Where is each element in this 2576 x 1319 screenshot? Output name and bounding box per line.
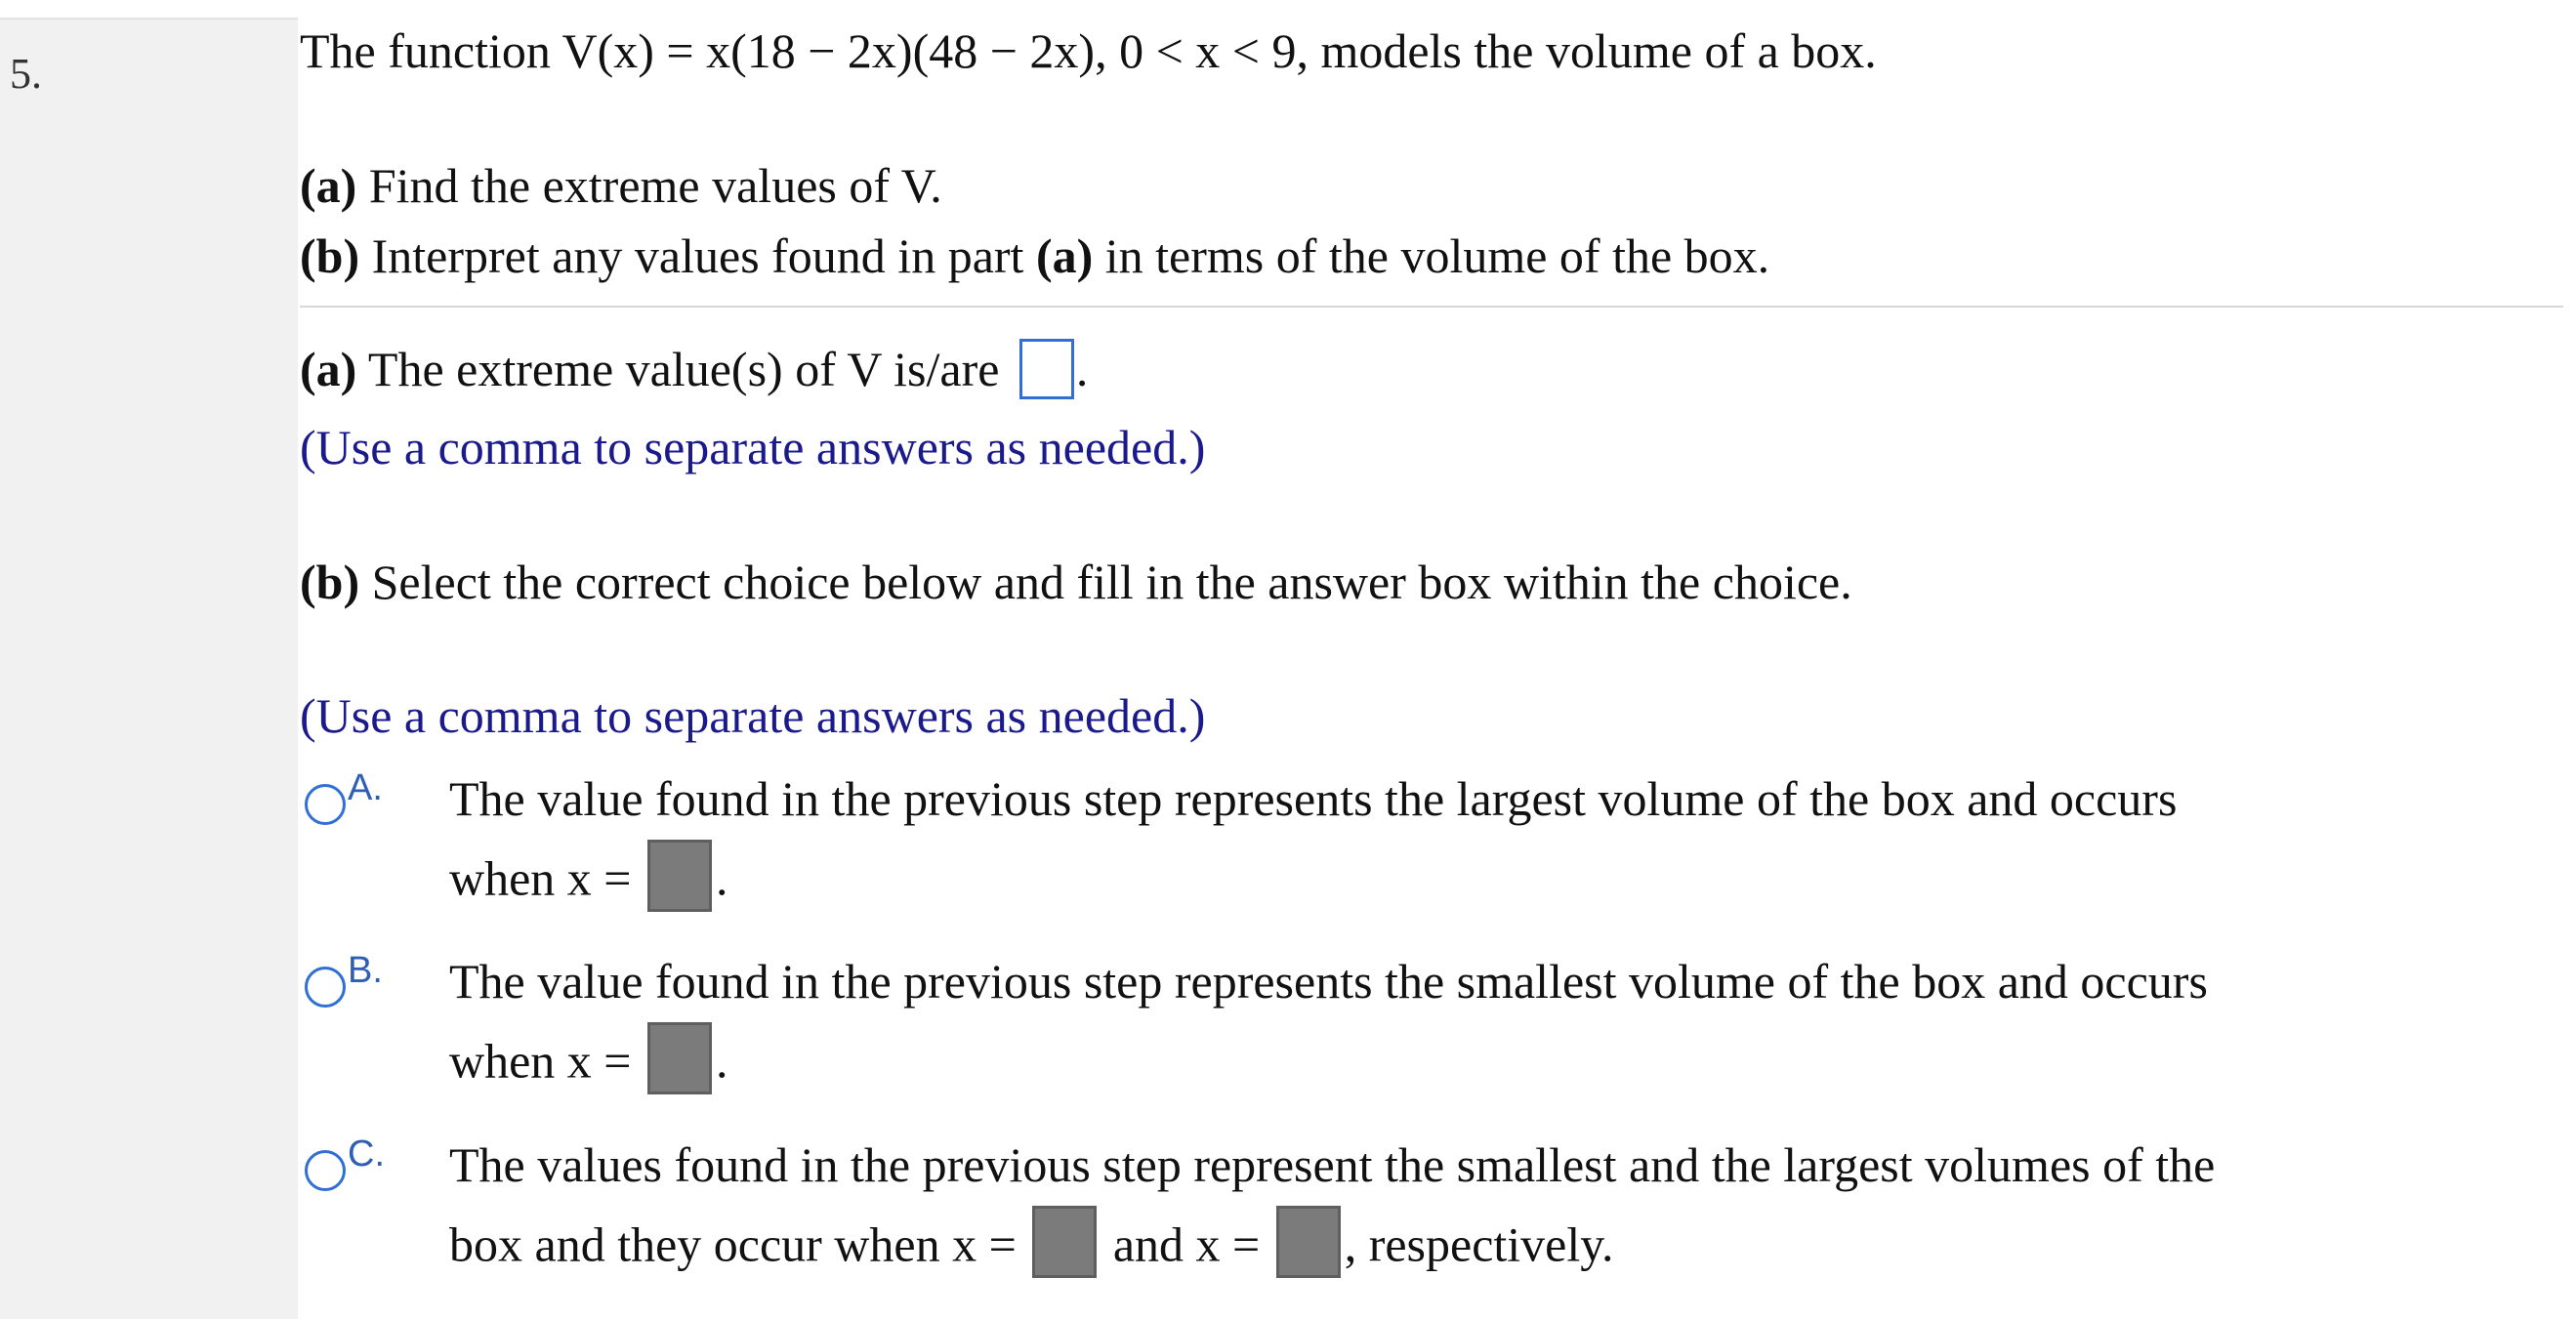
choice-c-answer-box-2[interactable]	[1276, 1206, 1341, 1278]
extreme-values-input[interactable]	[1019, 339, 1074, 399]
choice-b-prefix: when x =	[449, 1033, 644, 1089]
choice-c-suffix: , respectively.	[1344, 1216, 1614, 1272]
answer-b-text: Select the correct choice below and fill in the answer box within the choice.	[359, 555, 1852, 609]
answer-a-hint: (Use a comma to separate answers as needed.)	[300, 420, 1206, 474]
answer-a-text: The extreme value(s) of V is/are	[356, 342, 1012, 396]
choice-b-radio[interactable]	[305, 967, 346, 1008]
choice-c-answer-box-1[interactable]	[1032, 1206, 1097, 1278]
answer-a-row	[300, 340, 1088, 405]
choice-b-line2	[449, 1030, 728, 1102]
answer-b-hint: (Use a comma to separate answers as needed.)	[300, 688, 1206, 743]
choice-a-radio[interactable]	[305, 784, 346, 825]
choice-c-radio[interactable]	[305, 1150, 346, 1191]
question-prompt: The function V(x) = x(18 − 2x)(48 − 2x), 0 < x < 9, models the volume of a box.	[300, 23, 1877, 78]
part-a-label: (a)	[300, 158, 357, 213]
choice-c-line2	[449, 1214, 1614, 1286]
choice-b-answer-box[interactable]	[647, 1022, 712, 1094]
part-a-text: Find the extreme values of V.	[356, 158, 942, 213]
section-divider	[300, 306, 2563, 308]
answer-a-label: (a)	[300, 342, 357, 396]
choice-c-middle: and x =	[1101, 1216, 1272, 1272]
answer-b-instruction	[300, 553, 1852, 611]
part-b-label: (b)	[300, 228, 360, 283]
part-b-text: Interpret any values found in part	[359, 228, 1036, 283]
choice-b-letter: B.	[348, 950, 383, 991]
part-a-instruction	[300, 156, 942, 215]
part-b-instruction	[300, 227, 1769, 285]
question-number-sidebar	[0, 18, 298, 1319]
answer-a-suffix: .	[1075, 342, 1089, 396]
choice-b-suffix: .	[716, 1033, 728, 1089]
choice-a-line1: The value found in the previous step represents the largest volume of the box and occurs	[449, 771, 2178, 826]
choice-a-prefix: when x =	[449, 850, 644, 906]
choice-c-line1: The values found in the previous step represent the smallest and the largest volumes of the	[449, 1137, 2216, 1192]
choice-c-letter: C.	[348, 1134, 385, 1175]
choice-c-prefix: box and they occur when x =	[449, 1216, 1029, 1272]
choice-b-line1: The value found in the previous step represents the smallest volume of the box and occurs	[449, 954, 2208, 1009]
question-number: 5.	[10, 50, 42, 98]
choice-a-line2	[449, 847, 728, 920]
part-b-tail: in terms of the volume of the box.	[1093, 228, 1770, 283]
choice-a-answer-box[interactable]	[647, 840, 712, 912]
part-b-ref: (a)	[1035, 228, 1094, 283]
answer-b-label: (b)	[300, 555, 360, 609]
choice-a-suffix: .	[716, 850, 728, 906]
choice-a-letter: A.	[348, 767, 383, 808]
